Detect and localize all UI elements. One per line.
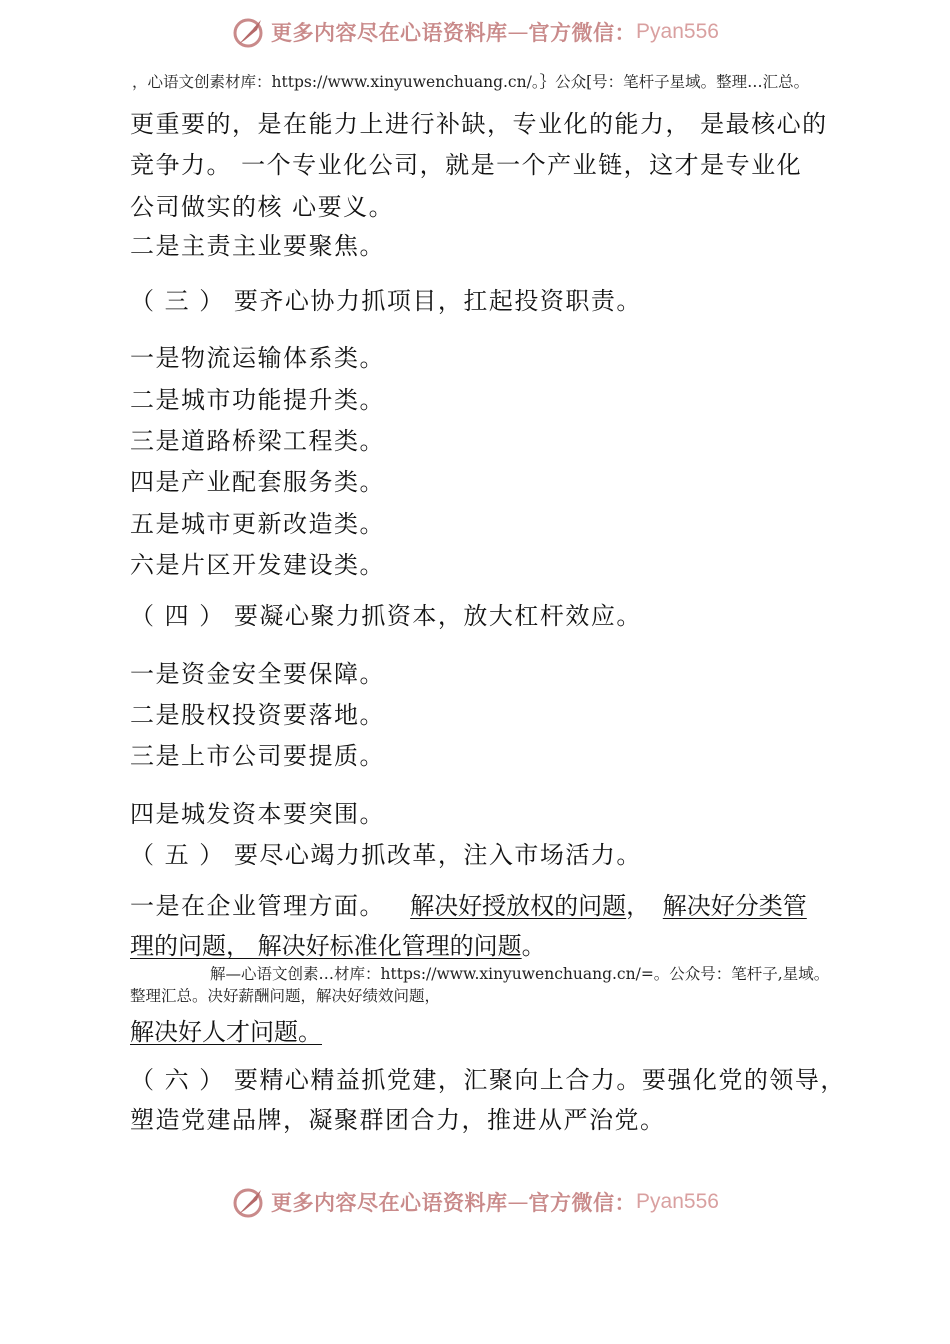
watermark-dash: — <box>507 1190 529 1214</box>
section-3-item: 三是道路桥梁工程类。 <box>130 427 385 455</box>
watermark-suffix: 官方微信： <box>528 21 637 45</box>
section-5-line-2 <box>130 926 547 961</box>
inline-source-note-2: 整理汇总。决好薪酬问题，解决好绩效问题， <box>130 987 441 1005</box>
section-4-item: 四是城发资本要突围。 <box>130 800 385 828</box>
section-5-line-1-text: 一是在企业管理方面。 <box>130 892 385 920</box>
watermark-wechat-id: Pyan556 <box>636 20 719 43</box>
section-4-item: 三是上市公司要提质。 <box>130 742 385 770</box>
section-3-item: 四是产业配套服务类。 <box>130 468 385 496</box>
watermark-text: 更多内容尽在心语资料库 <box>271 21 508 45</box>
section-3-item: 二是城市功能提升类。 <box>130 386 385 414</box>
section-4-item: 一是资金安全要保障。 <box>130 660 385 688</box>
watermark-wechat-id: Pyan556 <box>636 1190 719 1213</box>
section-6-line-2: 塑造党建品牌，凝聚群团合力，推进从严治党。 <box>130 1106 666 1134</box>
bottom-watermark <box>0 1184 950 1220</box>
section-5-line-3 <box>130 1012 322 1047</box>
section-6-line-1: （ 六 ） 要精心精益抓党建，汇聚向上合力。要强化党的领导， <box>130 1066 846 1094</box>
section-5-heading: （ 五 ） 要尽心竭力抓改革，注入市场活力。 <box>130 841 642 869</box>
section-3-item: 六是片区开发建设类。 <box>130 551 385 579</box>
section-4-heading: （ 四 ） 要凝心聚力抓资本，放大杠杆效应。 <box>130 602 642 630</box>
section-3-item: 一是物流运输体系类。 <box>130 344 385 372</box>
section-3-heading: （ 三 ） 要齐心协力抓项目，扛起投资职责。 <box>130 287 642 315</box>
quill-logo-icon <box>231 14 267 50</box>
inline-source-note-1: 解—心语文创素…材库：https://www.xinyuwenchuang.cn/=。公众号：笔杆子,星域。 <box>210 965 830 983</box>
section-3-item: 五是城市更新改造类。 <box>130 510 385 538</box>
underlined-phrase: 理的问题， 解决好标准化管理的问题 <box>130 932 522 960</box>
top-watermark <box>0 14 950 50</box>
underlined-phrase: 解决好授放权的问题 <box>410 892 627 920</box>
section-5-line-1 <box>130 886 807 921</box>
quill-logo-icon <box>231 1184 267 1220</box>
watermark-suffix: 官方微信： <box>528 1191 637 1215</box>
top-source-note: ，心语文创素材库：https://www.xinyuwenchuang.cn/。｝公众[号：笔杆子星域。整理…汇总。 <box>132 73 810 91</box>
paragraph-line-4: 二是主责主业要聚焦。 <box>130 232 385 260</box>
watermark-dash: — <box>507 20 529 44</box>
paragraph-line-3: 公司做实的核 心要义。 <box>130 193 395 221</box>
underlined-phrase: 解决好分类管 <box>662 892 807 920</box>
underlined-phrase: 解决好人才问题。 <box>130 1018 322 1046</box>
watermark-text: 更多内容尽在心语资料库 <box>271 1191 508 1215</box>
comma: ， <box>626 892 652 920</box>
paragraph-line-1: 更重要的，是在能力上进行补缺，专业化的能力， 是最核心的 <box>130 110 828 138</box>
paragraph-line-2: 竞争力。 一个专业化公司，就是一个产业链，这才是专业化 <box>130 151 803 179</box>
period: 。 <box>521 932 548 960</box>
section-4-item: 二是股权投资要落地。 <box>130 701 385 729</box>
